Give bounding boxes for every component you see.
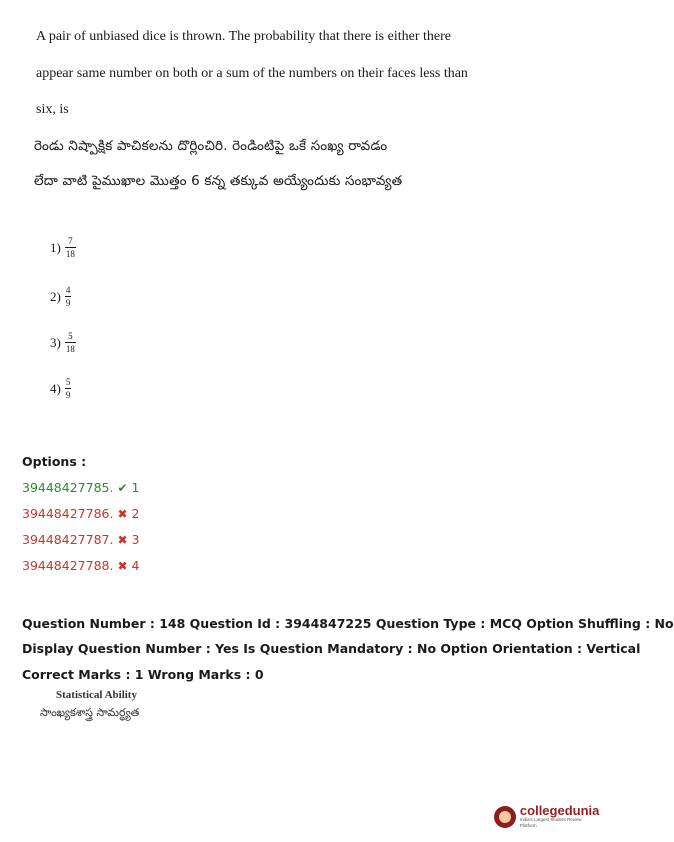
choice-number: 4) xyxy=(50,380,61,396)
choice-number: 1) xyxy=(50,239,61,255)
fraction-denominator: 18 xyxy=(65,249,75,259)
choice-fraction xyxy=(65,377,72,400)
fraction-numerator: 7 xyxy=(68,236,73,246)
cross-icon: ✖ xyxy=(117,506,128,521)
question-meta-line-1: Question Number : 148 Question Id : 3944847225 Question Type : MCQ Option Shuffling : No xyxy=(22,616,674,631)
choice-3 xyxy=(50,331,76,354)
options-heading: Options : xyxy=(22,454,87,469)
choice-2 xyxy=(50,285,71,308)
section-name-telugu: సాంఖ్యకశాస్త్ర సామర్థ్యత xyxy=(40,706,140,719)
fraction-denominator: 18 xyxy=(65,344,75,354)
question-english-line-2: appear same number on both or a sum of the numbers on their faces less than xyxy=(36,66,468,81)
option-value: 3 xyxy=(131,532,140,547)
cross-icon: ✖ xyxy=(117,558,128,573)
fraction-denominator: 9 xyxy=(65,390,71,400)
option-row-wrong xyxy=(22,558,139,573)
option-id: 39448427788. xyxy=(22,558,114,573)
choice-fraction xyxy=(65,236,76,259)
question-meta-line-2: Display Question Number : Yes Is Question Mandatory : No Option Orientation : Vertical xyxy=(22,641,641,656)
choice-number: 2) xyxy=(50,288,61,304)
choice-1 xyxy=(50,236,76,259)
question-meta-line-3: Correct Marks : 1 Wrong Marks : 0 xyxy=(22,667,264,682)
question-english-line-1: A pair of unbiased dice is thrown. The probability that there is either there xyxy=(36,29,451,44)
option-row-wrong xyxy=(22,532,139,547)
check-icon: ✔ xyxy=(117,480,128,495)
question-english-line-3: six, is xyxy=(36,102,69,117)
cross-icon: ✖ xyxy=(117,532,128,547)
option-id: 39448427787. xyxy=(22,532,114,547)
choice-fraction xyxy=(65,331,76,354)
question-telugu-line-2: లేదా వాటి పైముఖాల మొత్తం 6 కన్న తక్కువ అయ్యేందుకు సంభావ్యత xyxy=(34,173,403,189)
option-id: 39448427785. xyxy=(22,480,114,495)
logo-name: collegedunia xyxy=(519,803,600,818)
option-id: 39448427786. xyxy=(22,506,114,521)
option-row-correct xyxy=(22,480,139,495)
fraction-denominator: 9 xyxy=(65,298,71,308)
fraction-bar xyxy=(65,388,72,389)
fraction-numerator: 4 xyxy=(65,285,71,295)
option-value: 4 xyxy=(131,558,140,573)
mascot-icon xyxy=(494,806,516,828)
question-telugu-line-1: రెండు నిష్పాక్షిక పాచికలను దొర్లించిరి. రెండింటిపై ఒకే సంఖ్య రావడం xyxy=(34,138,388,154)
collegedunia-logo xyxy=(494,804,599,829)
choice-number: 3) xyxy=(50,334,61,350)
fraction-bar xyxy=(65,296,72,297)
logo-tagline: India's Largest Student Review Platform xyxy=(519,817,582,828)
choice-4 xyxy=(50,377,71,400)
option-row-wrong xyxy=(22,506,139,521)
option-value: 2 xyxy=(131,506,140,521)
option-value: 1 xyxy=(131,480,140,495)
fraction-bar xyxy=(65,342,76,343)
fraction-numerator: 5 xyxy=(68,331,73,341)
fraction-bar xyxy=(65,247,76,248)
section-name-english: Statistical Ability xyxy=(56,689,137,701)
choice-fraction xyxy=(65,285,72,308)
fraction-numerator: 5 xyxy=(65,377,71,387)
